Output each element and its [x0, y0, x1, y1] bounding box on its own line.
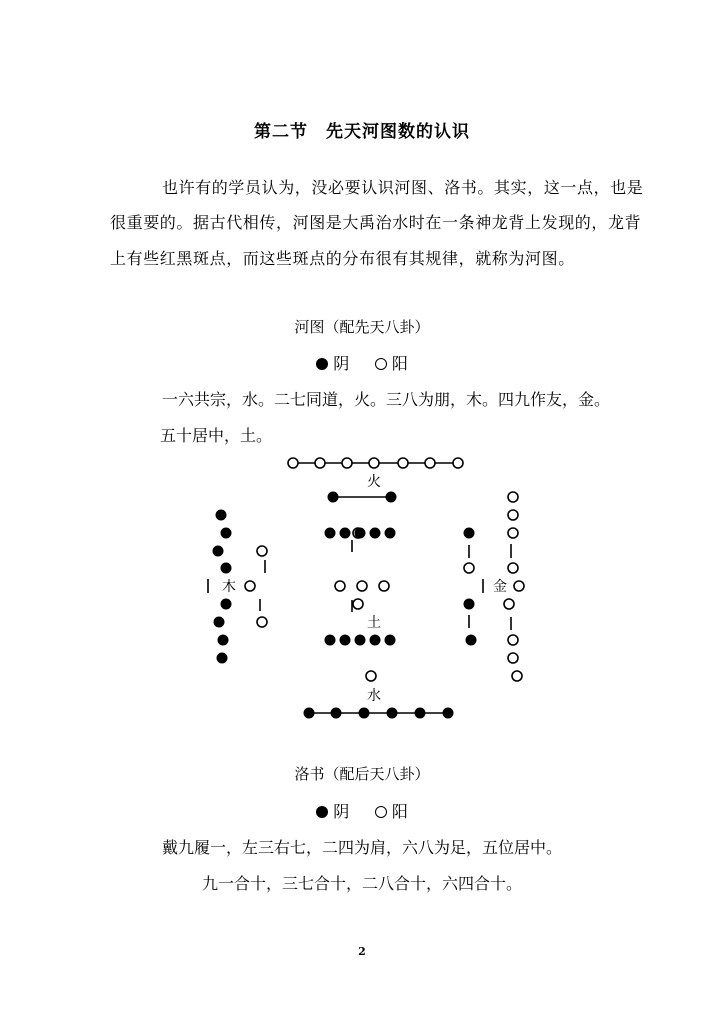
- fire-seven-dot-3: [342, 458, 352, 468]
- metal-four-dot-3: [464, 599, 475, 610]
- wood-eight-dot-7: [218, 635, 229, 646]
- fire-seven-dot-4: [369, 458, 379, 468]
- fire-seven-dot-5: [398, 458, 408, 468]
- metal-nine-dot-3: [508, 528, 518, 538]
- wood-three-dot-1: [257, 546, 267, 556]
- intro-line-1: 也许有的学员认为，没必要认识河图、洛书。其实，这一点，也是: [162, 178, 644, 197]
- earth-five-dot-1: [335, 581, 345, 591]
- wood-eight-dot-5: [221, 599, 232, 610]
- luoshu-verse-line-1: 戴九履一，左三右七，二四为肩，六八为足，五位居中。: [161, 838, 562, 857]
- luoshu-legend: [0, 804, 724, 820]
- earth-ten-top-dot-4: [370, 528, 381, 539]
- wood-eight-dot-4: [221, 563, 232, 574]
- earth-ten-top-dot-2: [340, 528, 351, 539]
- luoshu-caption: 洛书（配后天八卦）: [294, 765, 430, 783]
- wood-eight-dot-2: [221, 528, 232, 539]
- metal-nine-dot-4: [508, 563, 518, 573]
- earth-five-dot-3: [379, 581, 389, 591]
- page-number: 2: [358, 945, 366, 958]
- earth-ten-top-dot-3: [355, 528, 366, 539]
- earth-ten-bottom-dot-5: [385, 635, 396, 646]
- metal-nine-dot-6: [504, 599, 514, 609]
- metal-four-dot-4: [466, 635, 477, 646]
- earth-ten-top-dot-5: [385, 528, 396, 539]
- section-title: 第二节 先天河图数的认识: [254, 122, 470, 142]
- metal-nine-dot-8: [508, 653, 518, 663]
- fire-seven-dot-2: [315, 458, 325, 468]
- fire-label: 火: [367, 474, 381, 490]
- luoshu-verse-line-2: 九一合十，三七合十，二八合十，六四合十。: [201, 874, 522, 893]
- wood-label: 木: [222, 579, 236, 595]
- water-six-dot-2: [331, 708, 342, 719]
- earth-ten-top-dot-1: [325, 528, 336, 539]
- earth-ten-bottom-dot-3: [355, 635, 366, 646]
- water-one-dot: [366, 671, 376, 681]
- hetu-verse-line-1: 一六共宗，水。二七同道，火。三八为朋，木。四九作友，金。: [162, 390, 611, 409]
- hetu-caption: 河图（配先天八卦）: [294, 318, 430, 336]
- wood-eight-dot-8: [217, 653, 228, 664]
- yin-dot-icon: [316, 806, 328, 818]
- water-six-dot-5: [415, 708, 426, 719]
- water-label: 水: [367, 688, 381, 704]
- wood-eight-dot-1: [216, 510, 227, 521]
- water-six-dot-6: [443, 708, 454, 719]
- wood-eight-dot-6: [214, 617, 225, 628]
- fire-two-dot-1: [328, 492, 339, 503]
- water-six-dot-1: [304, 708, 315, 719]
- metal-nine-dot-2: [508, 510, 518, 520]
- earth-ten-bottom-dot-4: [370, 635, 381, 646]
- metal-label: 金: [493, 579, 507, 595]
- legend-yang-label: 阳: [391, 802, 408, 821]
- intro-line-2: 很重要的。据古代相传，河图是大禹治水时在一条神龙背上发现的，龙背: [110, 213, 642, 232]
- metal-nine-dot-1: [508, 492, 518, 502]
- fire-seven-dot-7: [453, 458, 463, 468]
- legend-yin-label: 阴: [333, 354, 350, 373]
- yin-dots: [213, 492, 477, 719]
- fire-seven-dot-1: [288, 458, 298, 468]
- metal-four-dot-1: [464, 563, 474, 573]
- metal-nine-dot-9: [512, 671, 522, 681]
- yang-dot-icon: [375, 806, 387, 818]
- wood-three-dot-3: [257, 617, 267, 627]
- water-six-dot-4: [387, 708, 398, 719]
- earth-ten-bottom-dot-1: [325, 635, 336, 646]
- water-six-dot-3: [359, 708, 370, 719]
- earth-label: 土: [367, 615, 381, 631]
- earth-ten-bottom-dot-2: [340, 635, 351, 646]
- earth-five-dot-2: [357, 581, 367, 591]
- earth-five-dot-5: [353, 599, 363, 609]
- yang-dots: [245, 458, 524, 681]
- wood-three-dot-2: [245, 581, 255, 591]
- legend-yang-label: 阳: [391, 354, 408, 373]
- metal-nine-dot-7: [508, 635, 518, 645]
- metal-nine-dot-5: [514, 581, 524, 591]
- fire-two-dot-2: [386, 492, 397, 503]
- hetu-verse-line-2: 五十居中，土。: [160, 426, 273, 445]
- intro-line-3: 上有些红黑斑点，而这些斑点的分布很有其规律，就称为河图。: [110, 249, 575, 268]
- legend-yin-label: 阴: [333, 802, 350, 821]
- fire-seven-dot-6: [425, 458, 435, 468]
- wood-eight-dot-3: [213, 546, 224, 557]
- metal-four-dot-2: [464, 528, 475, 539]
